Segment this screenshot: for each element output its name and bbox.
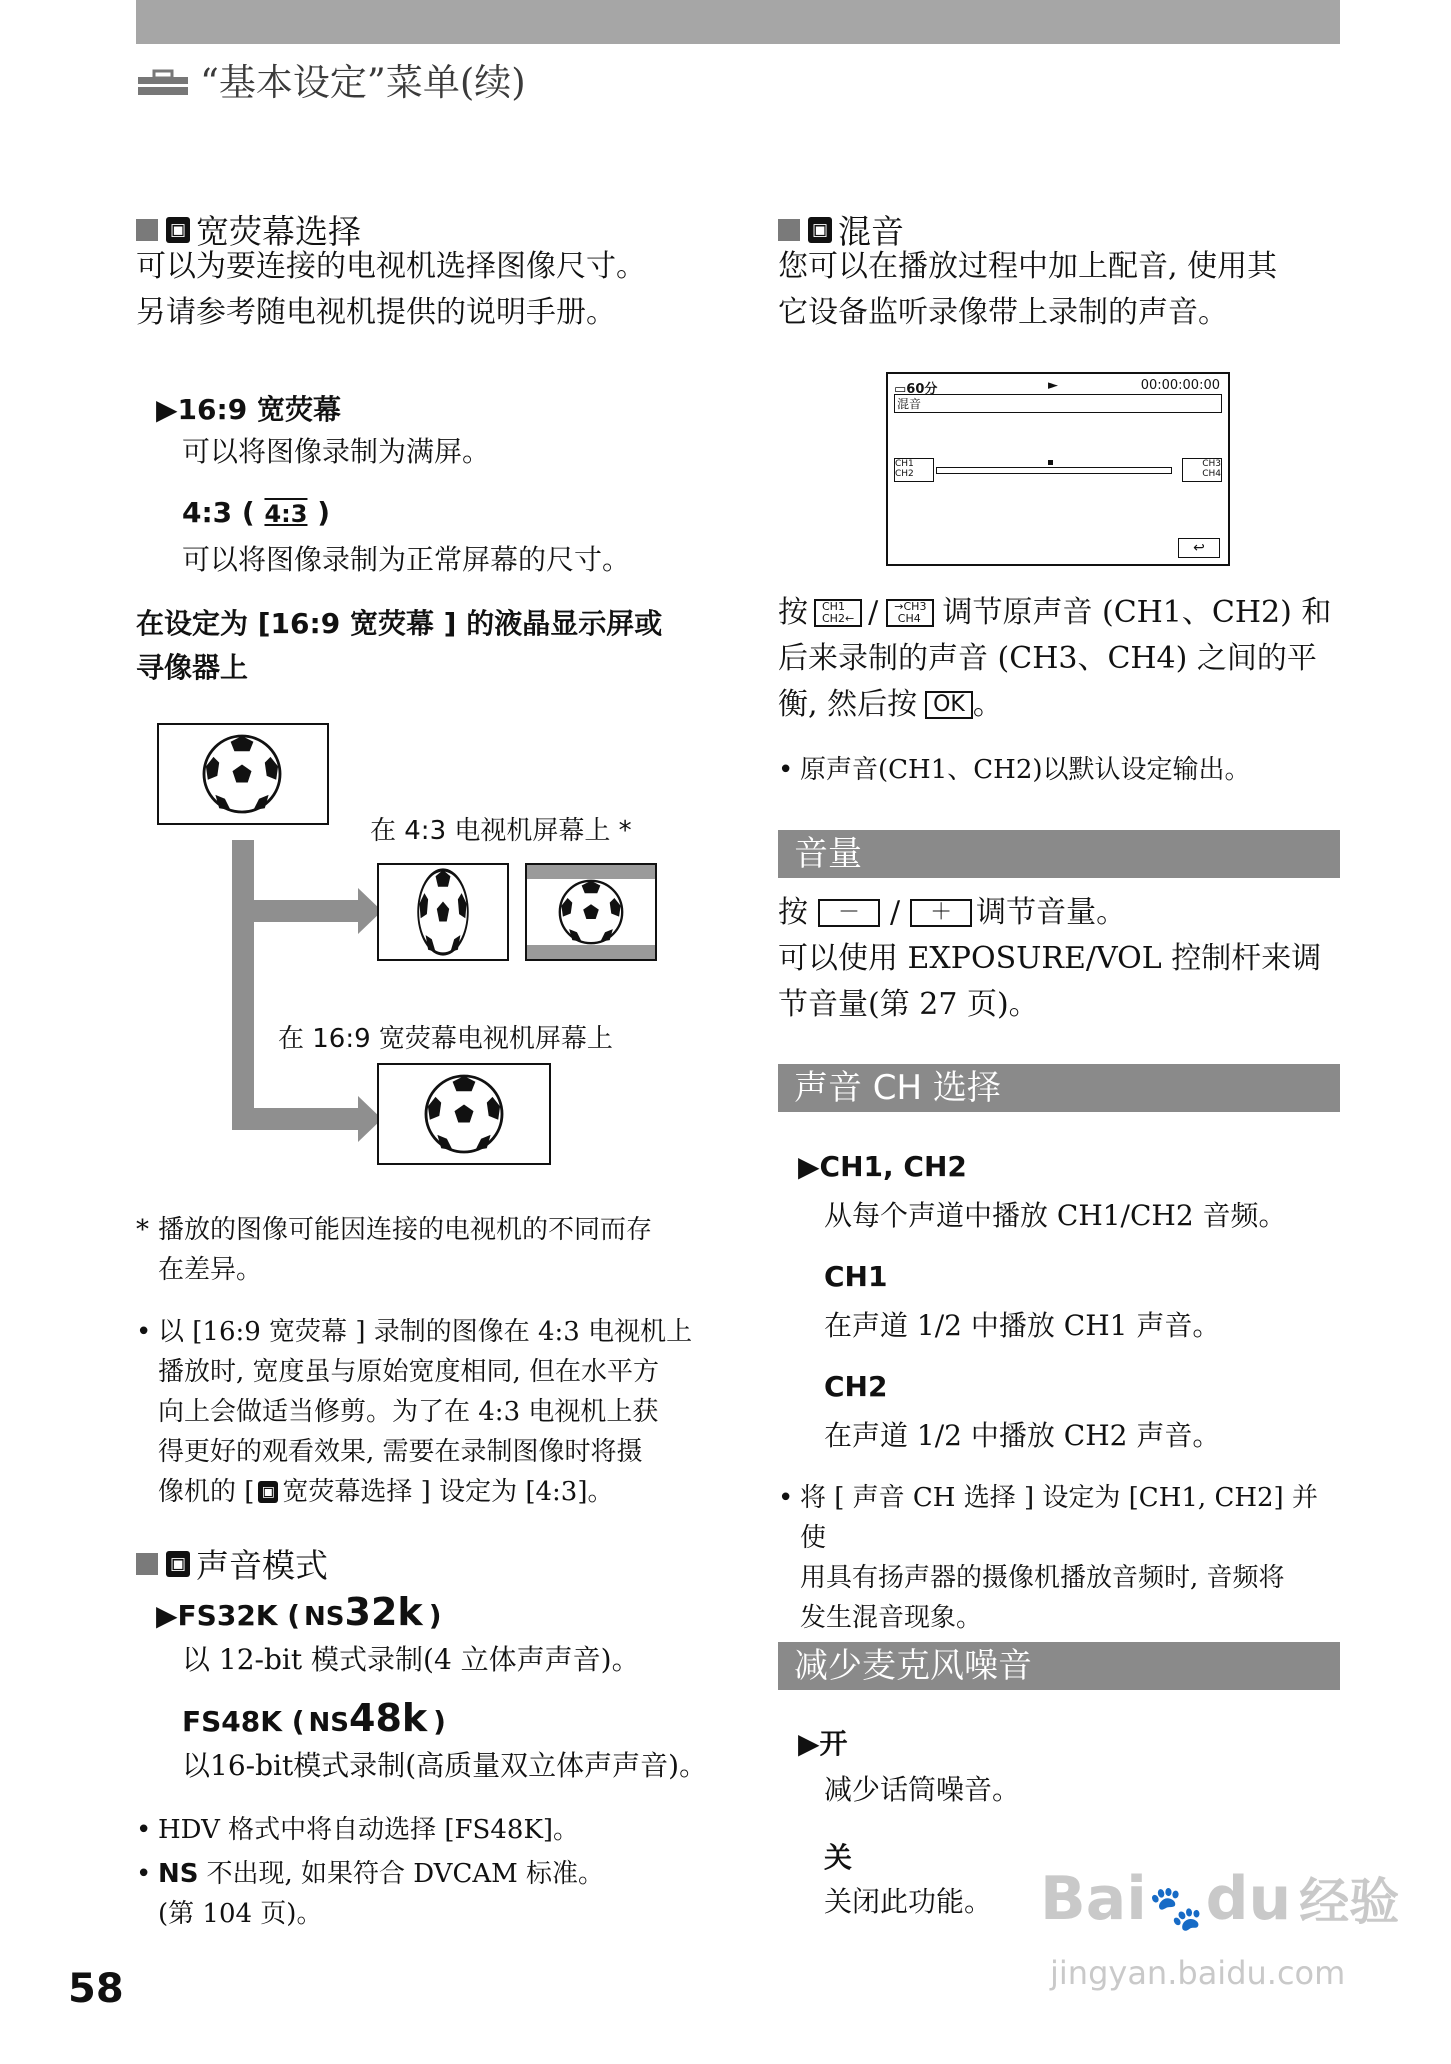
option-fs48k: FS48K ( NS 48k ): [182, 1696, 446, 1740]
note-star: * 播放的图像可能因连接的电视机的不同而存 在差异。: [136, 1215, 653, 1285]
option-16-9-desc: 可以将图像录制为满屏。: [182, 435, 491, 468]
option-ch2: CH2: [824, 1370, 888, 1403]
option-on: ▶开: [798, 1727, 848, 1760]
bullet-icon: •: [778, 1483, 794, 1513]
option-fs32k: ▶ FS32K ( NS 32k ): [156, 1590, 442, 1634]
camera-icon: ▣: [166, 1551, 190, 1577]
option-16-9: ▶16:9 宽荧幕: [156, 393, 341, 426]
ch12-button[interactable]: CH1 CH2: [894, 458, 934, 482]
lcd-mix-screen: [886, 372, 1230, 566]
paw-icon: 🐾: [1148, 1883, 1204, 1934]
ch34-key-icon: →CH3 CH4: [886, 599, 934, 627]
menu-title-mix: 混音: [894, 394, 1222, 413]
option-off: 关: [824, 1841, 853, 1874]
wide-intro: 可以为要连接的电视机选择图像尺寸。 另请参考随电视机提供的说明手册。: [136, 249, 646, 330]
timecode: 00:00:00:00: [1140, 378, 1220, 393]
page-header: [136, 52, 526, 106]
sound-notes: • HDV 格式中将自动选择 [FS48K]。 • NS 不出现, 如果符合 DVCAM 标准。 (第 104 页)。: [136, 1810, 716, 1934]
page-number: 58: [68, 1966, 124, 2012]
camera-icon: ▣: [166, 217, 190, 243]
note-wide-crop: • 以 [16:9 宽荧幕 ] 录制的图像在 4:3 电视机上 播放时, 宽度虽与原始宽度相同, 但在水平方 向上会做适当修剪。为了在 4:3 电视机上获 得更好的观看效果, 需要在录制图像时将摄 像机的 [ ▣ 宽荧幕选择 ] 设定为 [4:3]。: [136, 1312, 706, 1512]
square-bullet-icon: [136, 219, 158, 241]
watermark-url: jingyan.baidu.com: [1050, 1954, 1346, 1992]
ch12-key-icon: CH1 CH2←: [814, 599, 862, 627]
bullet-icon: •: [136, 1859, 152, 1889]
arrow-right-icon: ▶: [156, 1599, 178, 1632]
soccer-ball-icon: [560, 881, 622, 943]
mix-instructions: 按 CH1 CH2← / →CH3 CH4 调节原声音 (CH1、CH2) 和 后来录制的声音 (CH3、CH4) 之间的平 衡, 然后按 OK 。: [778, 595, 1332, 722]
option-fs48k-desc: 以16-bit模式录制(高质量双立体声声音)。: [182, 1749, 708, 1782]
option-ch1-ch2: ▶CH1, CH2: [798, 1150, 967, 1183]
soccer-ball-icon: [426, 1076, 502, 1152]
bullet-icon: •: [136, 1317, 152, 1347]
option-ch2-desc: 在声道 1/2 中播放 CH2 声音。: [824, 1419, 1221, 1452]
bullet-icon: •: [136, 1815, 152, 1845]
mix-intro: 您可以在播放过程中加上配音, 使用其 它设备监听录像带上录制的声音。: [778, 249, 1278, 330]
square-bullet-icon: [136, 1553, 158, 1575]
square-bullet-icon: [778, 219, 800, 241]
page-title: “基本设定”菜单(续): [200, 61, 526, 104]
diagram-label-4-3: 在 4:3 电视机屏幕上 *: [370, 816, 632, 846]
aspect-diagram: [150, 720, 710, 1170]
minus-key: －: [818, 899, 880, 927]
option-ch1-ch2-desc: 从每个声道中播放 CH1/CH2 音频。: [824, 1199, 1287, 1232]
plus-key: ＋: [910, 899, 972, 927]
toolbox-icon: [136, 64, 190, 94]
aspect-4-3-icon: 4:3: [264, 500, 308, 528]
option-4-3: 4:3 ( 4:3 ): [182, 496, 331, 529]
mix-balance-slider[interactable]: [936, 467, 1172, 474]
baidu-watermark: Bai 🐾 du 经验: [1040, 1864, 1400, 1934]
section-title-mix: ▣ 混音: [778, 206, 904, 253]
section-bar-volume: 音量: [778, 830, 1340, 878]
soccer-ball-icon: [418, 870, 468, 954]
return-icon[interactable]: ↩: [1178, 538, 1220, 558]
camera-icon: ▣: [258, 1481, 278, 1503]
soccer-ball-icon: [204, 736, 280, 812]
option-ch1: CH1: [824, 1260, 888, 1293]
option-ch1-desc: 在声道 1/2 中播放 CH1 声音。: [824, 1309, 1221, 1342]
ch-note: • 将 [ 声音 CH 选择 ] 设定为 [CH1, CH2] 并使 用具有扬声器的摄像机播放音频时, 音频将 发生混音现象。: [778, 1478, 1343, 1638]
ok-key: OK: [925, 691, 973, 719]
slider-handle[interactable]: [1048, 460, 1053, 465]
battery-indicator: ▭60分: [894, 382, 938, 397]
play-icon: ►: [1048, 378, 1058, 393]
option-off-desc: 关闭此功能。: [824, 1885, 993, 1918]
wide-subheading: 在设定为 [16:9 宽荧幕 ] 的液晶显示屏或 寻像器上: [136, 607, 663, 684]
bullet-icon: •: [778, 755, 794, 785]
option-4-3-desc: 可以将图像录制为正常屏幕的尺寸。: [182, 543, 631, 576]
option-on-desc: 减少话筒噪音。: [824, 1773, 1021, 1806]
section-title-wide: ▣ 宽荧幕选择: [136, 206, 361, 253]
section-title-sound: ▣ 声音模式: [136, 1540, 328, 1587]
camera-icon: ▣: [808, 217, 832, 243]
arrow-stem: [232, 840, 254, 1130]
mix-note: • 原声音(CH1、CH2)以默认设定输出。: [778, 750, 1251, 790]
arrow-right-icon: ▶: [798, 1727, 820, 1760]
arrow-right-icon: ▶: [798, 1150, 820, 1183]
section-bar-sound-ch: 声音 CH 选择: [778, 1064, 1340, 1112]
ch34-button[interactable]: CH3 CH4: [1182, 458, 1222, 482]
option-fs32k-desc: 以 12-bit 模式录制(4 立体声声音)。: [182, 1643, 640, 1676]
battery-icon: ▭: [894, 382, 907, 397]
volume-text: 按 － / ＋ 调节音量。 可以使用 EXPOSURE/VOL 控制杆来调 节音量(第 27 页)。: [778, 895, 1322, 1022]
section-bar-mic-noise: 减少麦克风噪音: [778, 1642, 1340, 1690]
arrow-right-icon: ▶: [156, 393, 178, 426]
diagram-label-16-9: 在 16:9 宽荧幕电视机屏幕上: [278, 1024, 613, 1054]
top-bar: [136, 0, 1340, 44]
